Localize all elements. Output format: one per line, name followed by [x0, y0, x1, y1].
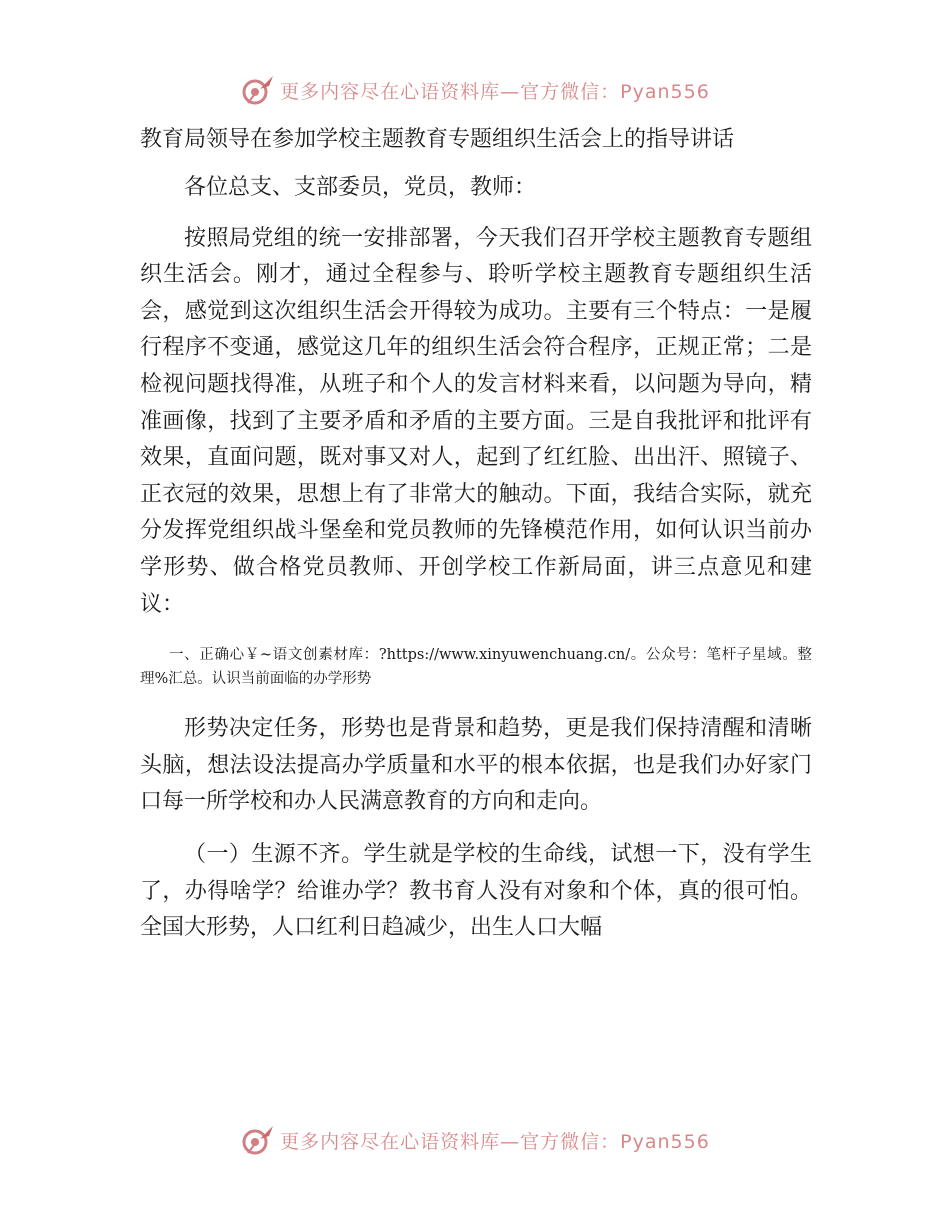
quill-logo-icon	[240, 1123, 276, 1157]
paragraph-student-source: （一）生源不齐。学生就是学校的生命线，试想一下，没有学生了，办得啥学？给谁办学？教书育人没有对象和个体，真的很可怕。全国大形势，人口红利日趋减少，出生人口大幅	[140, 841, 812, 941]
header-watermark	[0, 70, 950, 110]
watermark-text: 更多内容尽在心语资料库—官方微信：Pyan556	[280, 80, 710, 103]
document-body	[140, 122, 812, 947]
paragraph-intro: 按照局党组的统一安排部署，今天我们召开学校主题教育专题组织生活会。刚才，通过全程参与、聆听学校主题教育专题组织生活会，感觉到这次组织生活会开得较为成功。主要有三个特点：一是履行程序不变通，感觉这几年的组织生活会符合程序，正规正常；二是检视问题找得准，从班子和个人的发言材料来看，以问题为导向，精准画像，找到了主要矛盾和矛盾的主要方面。三是自我批评和批评有效果，直面问题，既对事又对人，起到了红红脸、出出汗、照镜子、正衣冠的效果，思想上有了非常大的触动。下面，我结合实际，就充分发挥党组织战斗堡垒和党员教师的先锋模范作用，如何认识当前办学形势、做合格党员教师、开创学校工作新局面，讲三点意见和建议：	[140, 225, 812, 617]
section-heading-1: 一、正确心￥~语文创素材库：?https://www.xinyuwenchuang.cn/。公众号：笔杆子星域。整理%汇总。认识当前面临的办学形势	[140, 647, 812, 688]
footer-watermark	[0, 1120, 950, 1160]
salutation: 各位总支、支部委员，党员，教师：	[184, 175, 537, 200]
quill-logo-icon	[240, 73, 276, 107]
document-title: 教育局领导在参加学校主题教育专题组织生活会上的指导讲话	[140, 127, 735, 152]
paragraph-situation: 形势决定任务，形势也是背景和趋势，更是我们保持清醒和清晰头脑，想法设法提高办学质量和水平的根本依据，也是我们办好家门口每一所学校和办人民满意教育的方向和走向。	[140, 716, 812, 815]
watermark-text: 更多内容尽在心语资料库—官方微信：Pyan556	[280, 1130, 710, 1153]
